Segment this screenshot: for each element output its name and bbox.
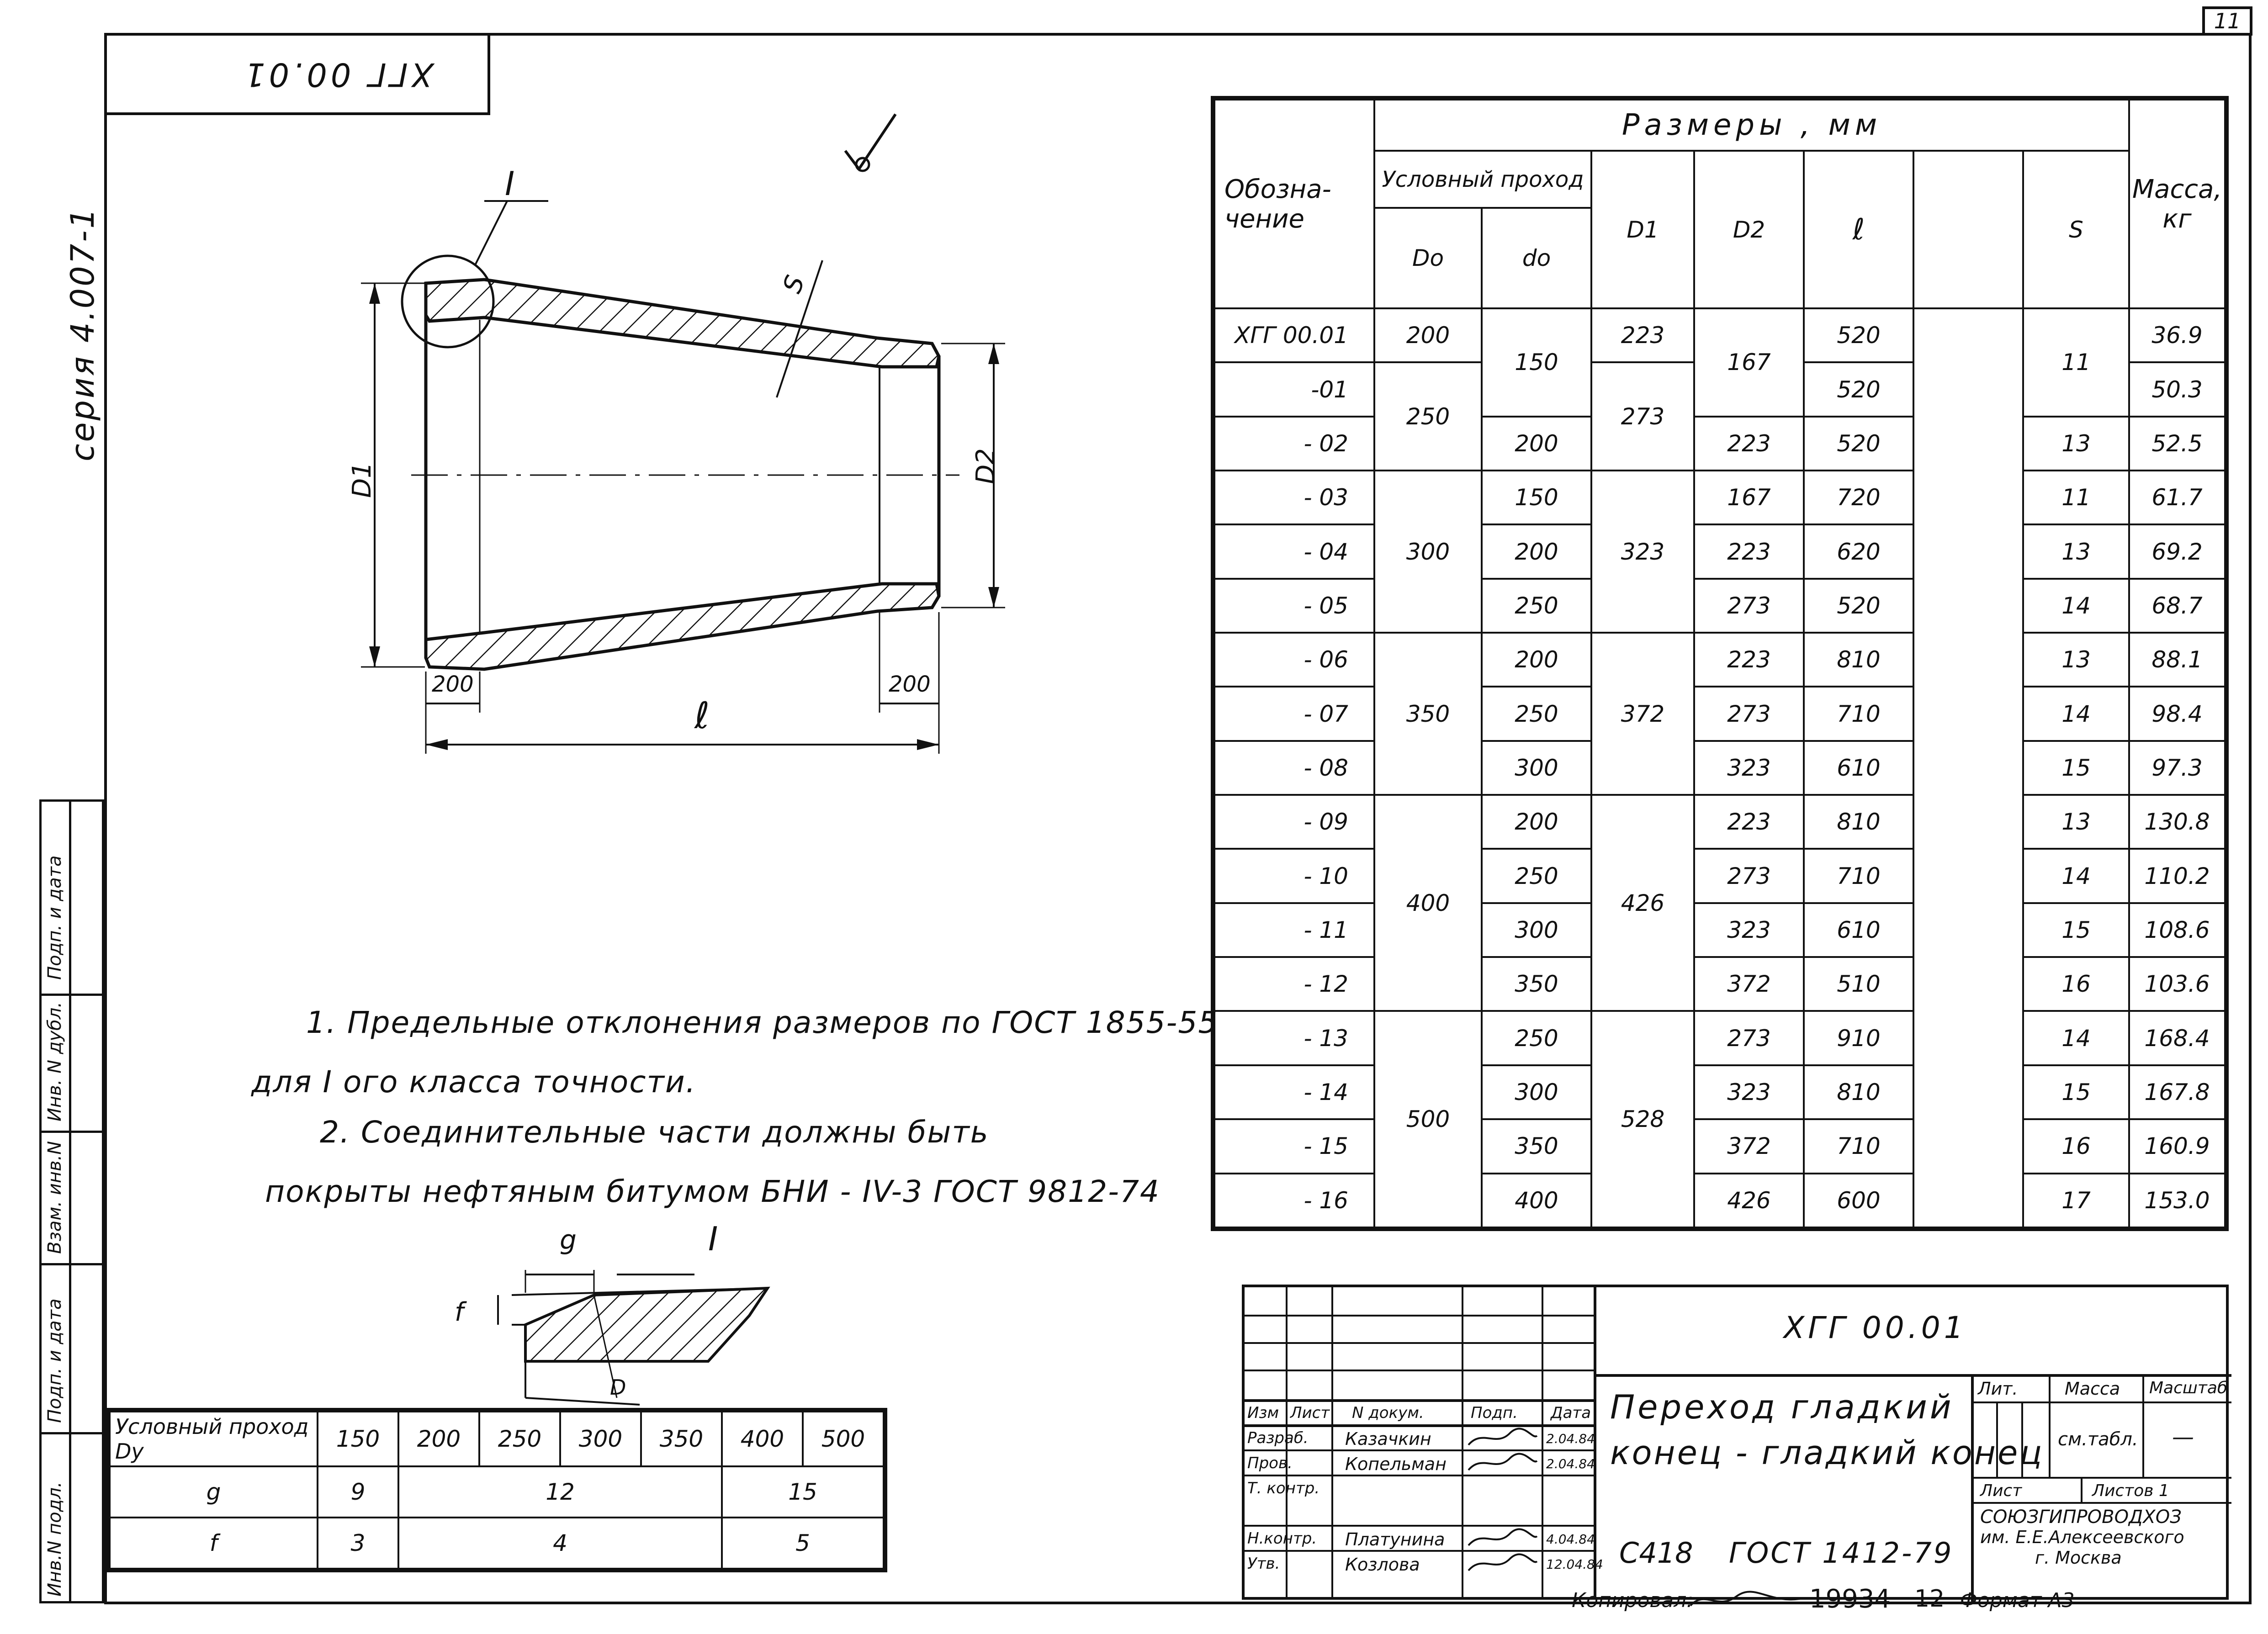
cell-l: 910 [1804, 1011, 1913, 1065]
cell-d0: 250 [1482, 1011, 1591, 1065]
bt-h-350: 350 [641, 1412, 722, 1466]
cell-mass: 103.6 [2129, 957, 2225, 1011]
cell-mass: 110.2 [2129, 849, 2225, 903]
note-line-4: покрыты нефтяным битумом БНИ - IV-3 ГОСТ 9812-74 [265, 1174, 1160, 1209]
row-des: - 11 [1214, 903, 1374, 957]
cell-mass: 168.4 [2129, 1011, 2225, 1065]
title-block [1242, 1285, 2229, 1600]
footer-copied-label: Копировал: [1572, 1589, 1694, 1612]
cell-d0: 150 [1482, 308, 1591, 417]
tb-standard: ГОСТ 1412-79 [1729, 1536, 1954, 1570]
bt-g-label: g [110, 1466, 318, 1518]
length-label: ℓ [694, 694, 710, 737]
cell-d0: 300 [1482, 1065, 1591, 1119]
cell-D2: 426 [1694, 1174, 1804, 1228]
tb-hdr-izm: Изм [1247, 1404, 1279, 1422]
th-D1: D1 [1591, 151, 1694, 308]
cell-mass: 108.6 [2129, 903, 2225, 957]
row-des: - 04 [1214, 524, 1374, 578]
s-label: S [777, 271, 811, 297]
row-des: - 05 [1214, 579, 1374, 633]
dim-left-200: 200 [432, 672, 474, 697]
lower-wall [426, 584, 939, 669]
tb-utv-date: 12.04.84 [1546, 1557, 1603, 1572]
tb-lit-label: Лит. [1978, 1379, 2018, 1399]
cell-s: 11 [2023, 471, 2129, 524]
detail-mark-label: I [505, 164, 515, 203]
roughness-mark [845, 114, 896, 169]
tb-hdr-doc: N докум. [1352, 1404, 1424, 1422]
row-des: - 16 [1214, 1174, 1374, 1228]
signature-marks [1464, 1427, 1542, 1577]
detail-mark: I [708, 1220, 718, 1258]
tb-nkontr-date: 4.04.84 [1546, 1532, 1595, 1547]
th-s: S [2023, 151, 2129, 308]
tb-nkontr-name: Платунина [1345, 1529, 1445, 1549]
side-stamp [39, 799, 104, 1603]
th-d0: dо [1482, 208, 1591, 308]
copier-signature [1686, 1585, 1805, 1617]
stamp-label-2: Подп. и дата [44, 1298, 65, 1423]
cell-D2: 223 [1694, 524, 1804, 578]
tb-std-code: С418 [1619, 1536, 1693, 1570]
cell-l: 520 [1804, 308, 1913, 362]
cell-s: 13 [2023, 633, 2129, 687]
cell-D0: 250 [1374, 362, 1482, 471]
cell-l: 810 [1804, 795, 1913, 849]
cell-s: 15 [2023, 1065, 2129, 1119]
cell-s: 11 [2023, 308, 2129, 417]
bt-h-250: 250 [479, 1412, 560, 1466]
cell-D1: 528 [1591, 1011, 1694, 1227]
bt-g-1: 9 [318, 1466, 398, 1518]
cell-s: 13 [2023, 417, 2129, 471]
cell-l: 710 [1804, 849, 1913, 903]
cell-D2: 372 [1694, 1119, 1804, 1173]
footer-order-suffix: 12 [1914, 1585, 1945, 1613]
bt-h-200: 200 [398, 1412, 479, 1466]
cell-mass: 97.3 [2129, 741, 2225, 795]
cell-s: 14 [2023, 1011, 2129, 1065]
cell-D0: 300 [1374, 471, 1482, 633]
th-l: ℓ [1804, 151, 1913, 308]
th-mass: Масса, кг [2129, 100, 2225, 308]
tb-sheet-label: Лист [1980, 1481, 2022, 1500]
cell-D2: 323 [1694, 1065, 1804, 1119]
cell-s: 16 [2023, 1119, 2129, 1173]
tb-nkontr-role: Н.контр. [1247, 1529, 1317, 1548]
cell-s: 13 [2023, 795, 2129, 849]
footer-format: Формат А3 [1960, 1589, 2075, 1612]
cell-D2: 273 [1694, 687, 1804, 740]
cell-s: 13 [2023, 524, 2129, 578]
tb-prov-date: 2.04.84 [1546, 1456, 1595, 1471]
cell-mass: 167.8 [2129, 1065, 2225, 1119]
cell-l: 720 [1804, 471, 1913, 524]
cell-D2: 273 [1694, 849, 1804, 903]
cell-d0: 200 [1482, 795, 1591, 849]
cell-mass: 68.7 [2129, 579, 2225, 633]
cell-mass: 98.4 [2129, 687, 2225, 740]
row-des: - 06 [1214, 633, 1374, 687]
cell-D0: 500 [1374, 1011, 1482, 1227]
cell-d0: 150 [1482, 471, 1591, 524]
code-stamp-text: ХГГ 00.01 [241, 56, 434, 93]
th-nominal: Условный проход [1374, 151, 1591, 208]
detail-f-label: f [455, 1297, 464, 1327]
tb-org-1: СОЮЗГИПРОВОДХОЗ [1980, 1507, 2182, 1528]
tb-tkontr-role: Т. контр. [1247, 1479, 1320, 1497]
tb-hdr-list: Лист [1290, 1404, 1330, 1422]
cell-l: 610 [1804, 903, 1913, 957]
cell-d0: 350 [1482, 957, 1591, 1011]
th-empty [1913, 151, 2023, 308]
bt-h-150: 150 [318, 1412, 398, 1466]
dim-right-200: 200 [889, 672, 931, 697]
cell-D2: 223 [1694, 633, 1804, 687]
cell-mass: 88.1 [2129, 633, 2225, 687]
cell-s: 17 [2023, 1174, 2129, 1228]
cell-d0: 350 [1482, 1119, 1591, 1173]
bt-g-2: 12 [398, 1466, 722, 1518]
cell-D2: 223 [1694, 795, 1804, 849]
row-des: - 03 [1214, 471, 1374, 524]
tb-sheets-label: Листов 1 [2092, 1481, 2169, 1500]
cell-D0: 400 [1374, 795, 1482, 1011]
cell-mass: 36.9 [2129, 308, 2225, 362]
th-designation: Обозна-чение [1214, 100, 1374, 308]
bt-g-3: 15 [722, 1466, 884, 1518]
cell-s: 15 [2023, 903, 2129, 957]
bt-f-label: f [110, 1518, 318, 1569]
upper-wall [426, 280, 939, 367]
row-des: - 14 [1214, 1065, 1374, 1119]
row-des: - 10 [1214, 849, 1374, 903]
bt-header-label: Условный проход Dу [110, 1412, 318, 1466]
row-des: - 08 [1214, 741, 1374, 795]
stamp-label-1: Инв.N подл. [44, 1481, 65, 1597]
cell-s: 16 [2023, 957, 2129, 1011]
cell-l: 810 [1804, 633, 1913, 687]
cell-D1: 372 [1591, 633, 1694, 795]
cell-l: 600 [1804, 1174, 1913, 1228]
row-des: - 07 [1214, 687, 1374, 740]
tb-razrab-name: Казачкин [1345, 1429, 1431, 1449]
cell-D1: 426 [1591, 795, 1694, 1011]
row-des: ХГГ 00.01 [1214, 308, 1374, 362]
cell-D2: 167 [1694, 471, 1804, 524]
cell-d0: 250 [1482, 687, 1591, 740]
cell-l: 520 [1804, 579, 1913, 633]
tb-utv-name: Козлова [1345, 1555, 1420, 1575]
cell-l: 810 [1804, 1065, 1913, 1119]
th-D2: D2 [1694, 151, 1804, 308]
row-des: - 02 [1214, 417, 1374, 471]
row-des: -01 [1214, 362, 1374, 416]
footer-order-number: 19934 [1809, 1584, 1891, 1614]
cell-D2: 273 [1694, 1011, 1804, 1065]
tb-mass-value: см.табл. [2058, 1429, 2138, 1450]
tb-utv-role: Утв. [1247, 1555, 1280, 1573]
cell-d0: 200 [1482, 524, 1591, 578]
cell-mass: 69.2 [2129, 524, 2225, 578]
detail-sketch [457, 1224, 800, 1416]
bt-f-2: 4 [398, 1518, 722, 1569]
note-line-2: для I ого класса точности. [251, 1064, 696, 1100]
stamp-label-5: Подп. и дата [44, 855, 65, 980]
cell-l: 620 [1804, 524, 1913, 578]
tb-org-2: им. Е.Е.Алексеевского [1980, 1527, 2184, 1547]
cell-d0: 250 [1482, 579, 1591, 633]
tb-hdr-sign: Подп. [1471, 1404, 1518, 1422]
cell-mass: 52.5 [2129, 417, 2225, 471]
cell-d0: 200 [1482, 417, 1591, 471]
cell-D2: 223 [1694, 417, 1804, 471]
cell-D1: 223 [1591, 308, 1694, 362]
cell-d0: 250 [1482, 849, 1591, 903]
tb-prov-role: Пров. [1247, 1454, 1293, 1472]
cell-l: 520 [1804, 417, 1913, 471]
tb-org-3: г. Москва [2035, 1548, 2122, 1568]
cell-D2: 273 [1694, 579, 1804, 633]
cell-mass: 130.8 [2129, 795, 2225, 849]
cell-D2: 167 [1694, 308, 1804, 417]
tb-code: ХГГ 00.01 [1784, 1310, 1967, 1345]
row-des: - 13 [1214, 1011, 1374, 1065]
bt-f-1: 3 [318, 1518, 398, 1569]
nominal-pass-table [106, 1408, 887, 1572]
tb-title-1: Переход гладкий [1610, 1388, 1954, 1426]
tb-prov-name: Копельман [1345, 1454, 1447, 1474]
cell-D1: 273 [1591, 362, 1694, 471]
cell-s: 14 [2023, 579, 2129, 633]
cell-D2: 323 [1694, 741, 1804, 795]
tb-hdr-date: Дата [1551, 1404, 1591, 1422]
cell-D1: 323 [1591, 471, 1694, 633]
cell-l: 710 [1804, 1119, 1913, 1173]
cell-d0: 400 [1482, 1174, 1591, 1228]
sheet-number-box [2202, 6, 2252, 36]
cell-d0: 300 [1482, 741, 1591, 795]
series-label: серия 4.007-1 [64, 206, 101, 461]
cell-mass: 160.9 [2129, 1119, 2225, 1173]
cell-s: 14 [2023, 687, 2129, 740]
cell-d0: 200 [1482, 633, 1591, 687]
detail-d-label: D [610, 1375, 626, 1400]
th-D0: Dо [1374, 208, 1482, 308]
row-des: - 09 [1214, 795, 1374, 849]
cell-l: 520 [1804, 362, 1913, 416]
cell-s: 14 [2023, 849, 2129, 903]
tb-mass-label: Масса [2065, 1379, 2120, 1399]
tb-title-2: конец - гладкий конец [1610, 1433, 2044, 1472]
stamp-label-4: Инв. N дубл. [44, 1002, 65, 1121]
note-line-3: 2. Соединительные части должны быть [320, 1115, 989, 1150]
sheet-number: 11 [2214, 9, 2241, 33]
reducer-drawing [0, 0, 1097, 777]
cell-D0: 350 [1374, 633, 1482, 795]
cell-mass: 153.0 [2129, 1174, 2225, 1228]
tb-scale-label: Масштаб [2149, 1379, 2228, 1397]
d2-label: D2 [971, 448, 1001, 484]
bt-h-300: 300 [560, 1412, 641, 1466]
cell-l: 510 [1804, 957, 1913, 1011]
cell-mass: 50.3 [2129, 362, 2225, 416]
cell-l: 610 [1804, 741, 1913, 795]
cell-mass: 61.7 [2129, 471, 2225, 524]
stamp-label-3: Взам. инв.N [44, 1141, 65, 1254]
spec-table [1211, 96, 2229, 1231]
cell-d0: 300 [1482, 903, 1591, 957]
d1-label: D1 [347, 462, 377, 498]
bt-h-400: 400 [722, 1412, 803, 1466]
tb-razrab-role: Разраб. [1247, 1429, 1309, 1447]
cell-D2: 323 [1694, 903, 1804, 957]
th-sizes: Размеры , мм [1374, 100, 2129, 151]
cell-s: 15 [2023, 741, 2129, 795]
bt-f-3: 5 [722, 1518, 884, 1569]
bt-h-500: 500 [803, 1412, 884, 1466]
row-des: - 12 [1214, 957, 1374, 1011]
cell-l: 710 [1804, 687, 1913, 740]
cell-D2: 372 [1694, 957, 1804, 1011]
tb-scale-value: — [2172, 1424, 2194, 1450]
detail-g-label: g [560, 1224, 577, 1255]
tb-razrab-date: 2.04.84 [1546, 1431, 1595, 1446]
cell-D0: 200 [1374, 308, 1482, 362]
row-des: - 15 [1214, 1119, 1374, 1173]
cell-empty-col [1913, 308, 2023, 1227]
note-line-1: 1. Предельные отклонения размеров по ГОСТ 1855-55 [306, 1005, 1219, 1040]
